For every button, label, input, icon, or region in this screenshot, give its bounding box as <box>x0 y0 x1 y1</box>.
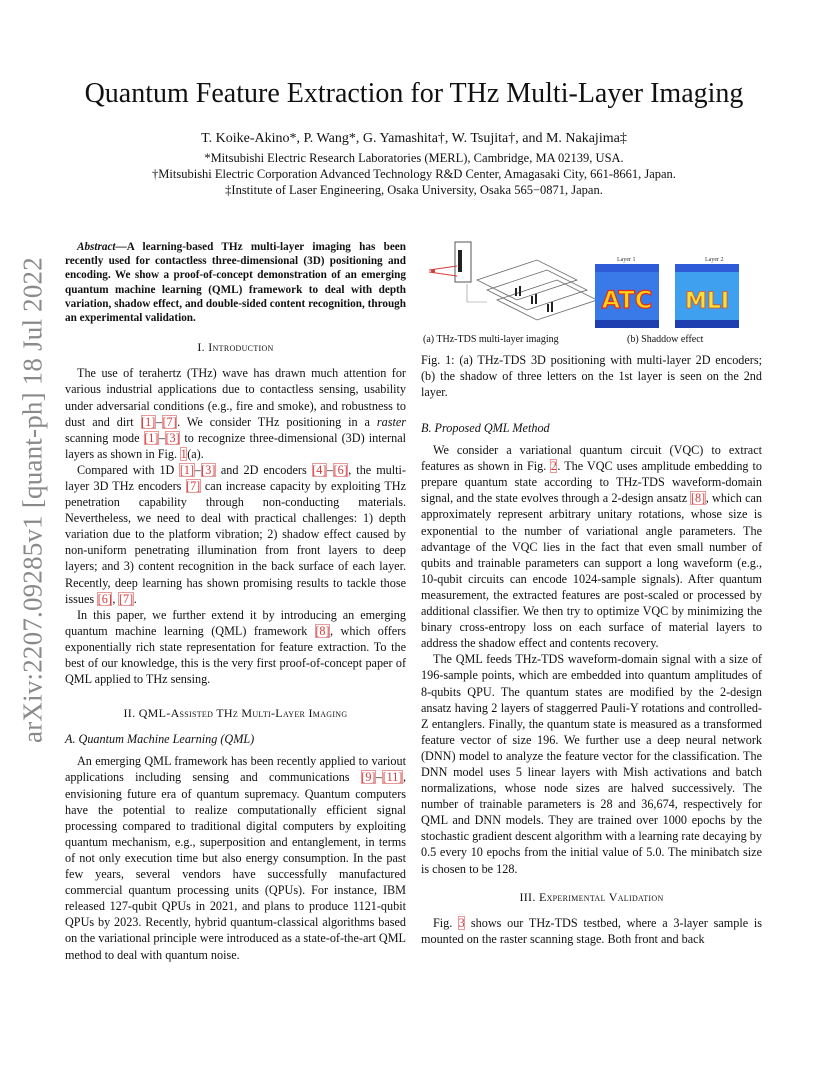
affiliation-1: *Mitsubishi Electric Research Laboratories (MERL), Cambridge, MA 02139, USA. <box>204 151 624 165</box>
section-heading-3: III. Experimental Validation <box>519 889 664 904</box>
paper-title: Quantum Feature Extraction for THz Multi-Layer Imaging <box>84 78 744 109</box>
section-heading-2: II. QML-Assisted THz Multi-Layer Imaging <box>123 706 348 721</box>
left-column <box>65 240 406 963</box>
figure-1 <box>421 240 762 346</box>
figure-link[interactable]: 3 <box>458 915 465 930</box>
citation-link[interactable]: [7] <box>162 414 177 429</box>
arxiv-identifier: arXiv:2207.09285v1 [quant-ph] 18 Jul 2022 <box>17 257 48 743</box>
experiment-paragraph: Fig. 3 shows our THz-TDS testbed, where a 3-layer sample is mounted on the raster scanning stage. Both front and back <box>421 915 762 946</box>
citation-link[interactable]: [9] <box>361 770 376 785</box>
method-paragraph-2: The QML feeds THz-TDS waveform-domain signal with a size of 196-sample points, which are embedded into quantum amplitudes of 8-qubits QPU. The quantum states are modified by the 2-design ansatz having 2 layers of staggerred Pauli-Y rotations and controlled-Z entanglers. Finally, the quantum state is measured as a transformed feature vector of size 196. We further use a deep neural network (DNN) model to analyze the feature vector for the classification. The DNN model uses 5 linear layers with Mish activations and batch normalizations, whose node sizes are halved successively. The number of trainable parameters is 28 and 36,674, respectively for QML and DNN models. They are trained over 1000 epochs by the stochastic gradient descent algorithm with a learning rate decaying by 0.5 every 10 epochs from the initial value of 5.0. The minibatch size is chosen to be 128. <box>421 652 762 876</box>
abstract: Abstract—A learning-based THz multi-layer imaging has been recently used for contactless three-dimensional (3D) positioning and encoding. We show a proof-of-concept demonstration of an emerging quantum machine learning (QML) framework to deal with depth variation, shadow effect, and double-sided content recognition, through an experimental validation. <box>65 241 406 325</box>
method-paragraph-1: We consider a variational quantum circuit (VQC) to extract features as shown in Fig. 2. The VQC uses amplitude embedding to prepare quantum state according to THz-TDS waveform-domain signal, and the state evolves through a 2-design ansatz [8], which can approximately represent arbitrary unitary rotations, whose size is exponential to the number of variational angle parameters. The advantage of the VQC lies in the fact that even small number of qubits and trainable parameters can support a long waveform (e.g., 10-qubit circuits can encode 1024-sample signals). After quantum measurement, the extracted features are post-scaled or processed by additional classifier. We then try to optimize VQC by minimizing the binary cross-entropy loss on each surface of material layers to address the shadow effect and contents recovery. <box>421 443 762 651</box>
figure-1a-caption: (a) THz-TDS multi-layer imaging <box>423 334 559 345</box>
intro-paragraph-1: The use of terahertz (THz) wave has drawn much attention for various industrial applications due to contactless sensing, usability under adversarial conditions (e.g., fire and smoke), and robustness to dust and dirt [1]–[7]. We consider THz positioning in a raster scanning mode [1]–[3] to recognize three-dimensional (3D) internal layers as shown in Fig. 1(a). <box>65 366 406 461</box>
right-column <box>421 240 762 947</box>
citation-link[interactable]: [1] <box>179 462 195 477</box>
layer-1-heatmap <box>595 264 659 328</box>
figure-1-caption: Fig. 1: (a) THz-TDS 3D positioning with multi-layer 2D encoders; (b) the shadow of three letters on the 1st layer is seen on the 2nd layer. <box>421 353 762 399</box>
layer-1-label: Layer 1 <box>617 257 636 263</box>
intro-paragraph-3: In this paper, we further extend it by introducing an emerging quantum machine learning (QML) framework [8], which offers exponentially rich state representation for feature extraction. To the best of our knowledge, this is the very first proof-of-concept paper of QML applied to THz sensing. <box>65 607 406 687</box>
affiliation-2: †Mitsubishi Electric Corporation Advanced Technology R&D Center, Amagasaki City, 661-8661, Japan. <box>152 167 676 181</box>
citation-link[interactable]: [7] <box>186 478 201 493</box>
author-list: T. Koike-Akino*, P. Wang*, G. Yamashita†, W. Tsujita†, and M. Nakajima‡ <box>201 131 627 146</box>
section-heading-introduction: I. Introduction <box>197 340 274 355</box>
intro-paragraph-2: Compared with 1D [1]–[3] and 2D encoders [4]–[6], the multi-layer 3D THz encoders [7] can increase capacity by exploiting THz penetration capability through non-conducting materials. Nevertheless, we need to deal with practical challenges: 1) depth variation due to the platform vibration; 2) shadow effect caused by non-uniform penetrating illumination from front layers to deep layers; and 3) content recognition in the back surface of each layer. Recently, deep learning has shown promising results to tackle those issues [6], [7]. <box>65 462 407 606</box>
layer-2-label: Layer 2 <box>705 257 724 263</box>
citation-link[interactable]: [3] <box>165 430 180 445</box>
figure-link[interactable]: 2 <box>550 459 557 474</box>
citation-link[interactable]: [4] <box>312 462 327 477</box>
affiliation-3: ‡Institute of Laser Engineering, Osaka University, Osaka 565−0871, Japan. <box>225 183 603 197</box>
citation-link[interactable]: [8] <box>690 491 706 506</box>
citation-link[interactable]: [6] <box>97 591 112 606</box>
qml-paragraph: An emerging QML framework has been recently applied to variout applications including sensing and communications [9]–[11], envisioning future era of quantum supremacy. Quantum computers have the potential to realize computationally efficient signal processing compared to traditional digital computers by exploiting quantum mechanism, e.g., superposition and entanglement, in terms of not only execution time but also energy consumption. In the past few years, several vendors have successfully manufactured commercial quantum processing units (QPUs). For instance, IBM released 127-qubit QPUs in 2021, and plans to produce 1121-qubit QPUs by 2023. Recently, hybrid quantum-classical algorithms based on the variational principle were introduced as a state-of-the-art QML method to deal with quantum noise. <box>65 754 406 962</box>
figure-1b-caption: (b) Shaddow effect <box>627 334 704 345</box>
citation-link[interactable]: [1] <box>141 414 156 429</box>
citation-link[interactable]: [7] <box>118 591 134 606</box>
figure-link[interactable]: 1 <box>180 446 187 461</box>
citation-link[interactable]: [6] <box>333 462 348 477</box>
layer-2-heatmap <box>675 264 739 328</box>
svg-text:ATC: ATC <box>601 286 653 314</box>
thz-setup-diagram <box>427 240 607 330</box>
citation-link[interactable]: [8] <box>315 623 330 638</box>
subsection-heading-qml: A. Quantum Machine Learning (QML) <box>65 732 255 747</box>
svg-text:MLI: MLI <box>684 289 730 314</box>
subsection-heading-method: B. Proposed QML Method <box>421 421 550 435</box>
citation-link[interactable]: [1] <box>144 430 159 445</box>
citation-link[interactable]: [3] <box>201 462 216 477</box>
citation-link[interactable]: [11] <box>382 770 403 785</box>
